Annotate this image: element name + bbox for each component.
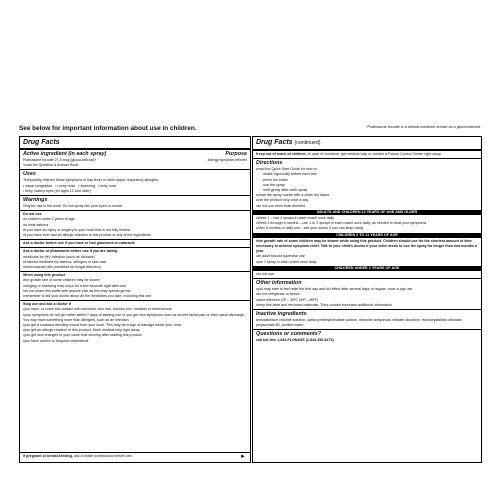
- list-item: • you have severe or frequent nosebleeds: [23, 339, 247, 344]
- list-item: • do not use: [256, 272, 478, 277]
- stop-use-list: [23, 307, 247, 343]
- list-item: • the growth rate of some children may be slower: [23, 278, 247, 283]
- inactive-ingredients: benzalkonium chloride solution, carboxymethylcellulose sodium, dextrose anhydrous, edetate disodium, microcrystalline cellulose, polysorbate 80, purified water: [256, 318, 463, 328]
- list-item: • you have, or come into contact with someone who has, chicken pox, measles or tuberculosis: [23, 307, 247, 312]
- list-item: • a steroid medicine for asthma, allergies or skin rash: [23, 260, 247, 265]
- other-information-list: [256, 287, 478, 308]
- when-using-list: [23, 278, 247, 299]
- drug-facts-panel-left: [19, 136, 251, 463]
- list-item: • Week 1 – use 2 sprays in each nostril once daily: [256, 216, 478, 221]
- list-item: • do not refrigerate or freeze: [256, 292, 478, 297]
- other-information-heading: Other information: [256, 280, 302, 287]
- directions-heading: Directions: [256, 160, 283, 167]
- list-item: • medicine for HIV infection (such as ritonavir): [23, 255, 247, 260]
- inactive-ingredients-heading: Inactive ingredients: [256, 311, 307, 318]
- list-item: · shake vigorously before each use: [262, 172, 478, 177]
- children-banner: CHILDREN 2 TO 11 YEARS OF AGE: [253, 233, 481, 238]
- header: [19, 121, 481, 135]
- list-item: • do not use more than directed: [256, 204, 478, 209]
- list-item: • an adult should supervise use: [256, 254, 478, 259]
- keep-out-of-reach: Keep out of reach of children. In case of overdose, get medical help or contact a Poison Control Center right away.: [256, 152, 442, 156]
- list-item: · sniff gently after each spray: [262, 188, 478, 193]
- continue-arrow-icon: ►: [240, 454, 246, 460]
- drug-facts-panel-right: [252, 136, 482, 463]
- uses-list: [23, 184, 247, 194]
- list-item: • use the product only once a day: [256, 198, 478, 203]
- ask-doctor-pharmacist-heading: Ask a doctor or pharmacist before use if you are taking: [23, 249, 118, 254]
- list-item: • stinging or sneezing may occur for a few seconds right after use: [23, 284, 247, 289]
- active-ingredient-heading: Active ingredient (in each spray): [23, 151, 107, 157]
- uses-item: • nasal congestion: [23, 183, 53, 188]
- children-list: [256, 239, 478, 265]
- list-item: • clean the spray nozzle with a clean dry tissue: [256, 193, 478, 198]
- list-item: • do not share this bottle with anyone else as this may spread germs: [23, 289, 247, 294]
- drug-facts-continued-title: Drug Facts (continued): [256, 139, 321, 146]
- steroid-footnote: *Fluticasone furoate is a steroid medicine known as a glucocorticoid.: [365, 125, 481, 129]
- do-not-use-list: [23, 217, 247, 238]
- pregnancy-row: [20, 452, 250, 462]
- list-item: • you may start to feel relief the first day and full effect after several days of regular, once-a-day use: [256, 287, 478, 292]
- uses-item: • sneezing: [78, 183, 95, 188]
- adults-banner: ADULTS AND CHILDREN 12 YEARS OF AGE AND OLDER: [253, 210, 481, 215]
- list-item: • use 1 spray in each nostril once daily: [256, 260, 478, 265]
- uses-item: • itchy, watery eyes (for ages 12 and older): [23, 188, 91, 193]
- list-item: • to treat asthma: [23, 223, 247, 228]
- list-item: • you get a constant whistling sound from your nose. This may be a sign of damage inside your nose.: [23, 323, 247, 328]
- list-item: • if you have ever had an allergic reaction to this product or any of the ingredients: [23, 233, 247, 238]
- active-ingredient: Fluticasone furoate 27.5 mcg (glucocorticoid)*: [23, 158, 97, 162]
- purpose: Allergy symptom reliever: [207, 158, 247, 162]
- list-item: • store between 15º – 30ºC (59º – 86ºF): [256, 298, 478, 303]
- list-item: • read the Quick Start Guide for how to:: [256, 167, 478, 172]
- list-item: • ketoconazole pills (medicine for fungal infection): [23, 265, 247, 270]
- warnings-heading: Warnings: [23, 197, 48, 204]
- directions-list-2: [256, 193, 478, 209]
- when-using-heading: When using this product: [23, 273, 66, 278]
- list-item: • if you have an injury or surgery to your nose that is not fully healed: [23, 228, 247, 233]
- questions-phone: call toll-free 1-844-FLONASE (1-844-356-6273): [256, 338, 334, 343]
- adults-list: [256, 216, 478, 232]
- questions-heading: Questions or comments?: [256, 331, 321, 338]
- uses-item: • itchy nose: [97, 183, 117, 188]
- uses-item: • runny nose: [55, 183, 76, 188]
- list-item: • you get new changes to your vision that develop after starting this product: [23, 333, 247, 338]
- ask-doctor-before-use: Ask a doctor before use if you have or had glaucoma or cataracts: [23, 241, 135, 246]
- list-item: • the growth rate of some children may be slower while using this product. Children should use for the shortest amount of time necessary to achieve symptom relief. Talk to your child's doctor if your child needs to use the spray for longer than two months a year.: [256, 239, 478, 255]
- uses-heading: Uses: [23, 171, 36, 178]
- list-item: • you get an allergic reaction to this product. Seek medical help right away.: [23, 328, 247, 333]
- under-2-list: [256, 272, 478, 277]
- pregnancy-warning: If pregnant or breast-feeding, ask a health professional before use.: [23, 454, 133, 458]
- list-item: · use the spray: [262, 183, 478, 188]
- warnings-intro: Only for use in the nose. Do not spray into your eyes or mouth.: [23, 204, 123, 209]
- list-item: • After 6 months of daily use – ask your doctor if you can keep using: [256, 226, 478, 231]
- list-item: • your symptoms do not get better within 7 days of starting use or you get new symptoms such as severe facial pain or thick nasal discharge. You may have something more than allergies, such as an infection.: [23, 313, 247, 323]
- header-note: See below for important information about use in children.: [19, 125, 197, 132]
- list-item: • keep this label and enclosed materials. They contain important additional information.: [256, 303, 478, 308]
- under-2-banner: CHILDREN UNDER 2 YEARS OF AGE: [253, 266, 481, 271]
- purpose-heading: Purpose: [225, 151, 247, 157]
- list-item: · prime the bottle: [262, 178, 478, 183]
- read-note: *read the Question & Answer Book: [23, 163, 79, 168]
- drug-facts-title: Drug Facts: [23, 139, 60, 146]
- stop-use-heading: Stop use and ask a doctor if: [23, 302, 71, 307]
- list-item: • Week 2 through 6 months – use 1 or 2 sprays in each nostril once daily, as needed to treat your symptoms: [256, 221, 478, 226]
- list-item: • in children under 2 years of age: [23, 217, 247, 222]
- list-item: • remember to tell your doctor about all the medicines you take, including this one: [23, 294, 247, 299]
- do-not-use-heading: Do not use: [23, 212, 42, 217]
- quick-start-sublist: [256, 172, 478, 193]
- uses-intro: Temporarily relieves these symptoms of hay fever or other upper respiratory allergies:: [23, 178, 159, 183]
- ask-doctor-pharmacist-list: [23, 255, 247, 271]
